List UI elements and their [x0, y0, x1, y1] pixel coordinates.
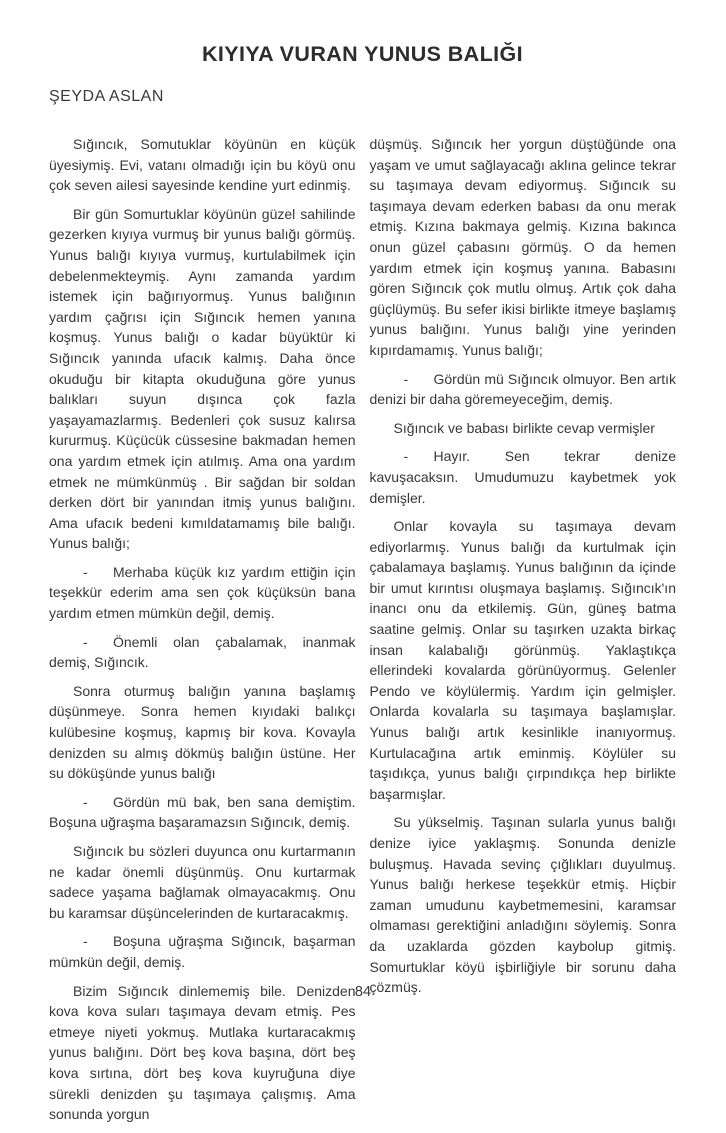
dialogue-dash: -: [83, 633, 88, 650]
right-column: [370, 134, 677, 1133]
story-paragraph: Bizim Sığıncık dinlememiş bile. Denizden kova kova suları taşımaya devam etmiş. Pes etmeye niyeti yokmuş. Mutlaka kurtaracakmış yunus balığını. Dört beş kova başına, dört beş kova sırtına, dört beş kova kuyruğuna diye sürekli denizden şu taşımaya çalışmış. Ama sonunda yorgun: [49, 982, 356, 1123]
story-paragraph: Sığıncık bu sözleri duyunca onu kurtarmanın ne kadar önemli düşünmüş. Onu kurtarmak sadece yaşama bağlamak olmayacakmış. Onu bu karamsar düşüncelerinden de kurtaracakmış.: [49, 843, 356, 921]
story-paragraph: Sığıncık, Somutuklar köyünün en küçük üyesiymiş. Evi, vatanı olmadığı için bu köyü onu çok seven ailesi sayesinde kendine yurt edinmiş.: [49, 136, 356, 194]
left-column: [49, 134, 356, 1133]
page-title: KIYIYA VURAN YUNUS BALIĞI: [201, 42, 523, 66]
dialogue-dash: -: [403, 448, 409, 465]
story-paragraph: düşmüş. Sığıncık her yorgun düştüğünde ona yaşam ve umut sağlayacağı aklına gelince tekrar su taşımaya devam ediyormuş. Sığıncık su taşımaya devam ederken babası da onu merak etmiş. Kızına bakmaya gelmiş. Kızına bakınca onun güzel çabasını görmüş. O da hemen yardım etmek için koşmuş yanına. Babasını gören Sığıncık çok mutlu olmuş. Artık çok daha güçlüymüş. Bu sefer ikisi birlikte itmeye başlamış yunus balığını. Yunus balığı yine yerinden kıpırdamamış. Yunus balığı;: [369, 136, 676, 358]
page-number: 84: [354, 984, 372, 1000]
story-paragraph: Bir gün Somurtuklar köyünün güzel sahilinde gezerken kıyıya vurmuş bir yunus balığı görmüş. Yunus balığı kıyıya vurmuş, kurtulabilmek için debelenmekteymiş. Aynı zamanda yardım istemek için bağırıyormuş. Yunus balığının yardım çağrısı için Sığıncık hemen yanına koşmuş. Yunus balığı o kadar büyüktür ki Sığıncık yanında ufacık kalmış. Daha önce okuduğu bir kitapta okuduğuna göre yunus balıkları suyun dışınca çok fazla yaşayamazlarmış. Bedenleri çok susuz kalırsa kururmuş. Küçücük cüssesine bakmadan hemen ona yardım etmek için atılmış. Ama ona yardım etmek ne mümkünmüş . Bir sağdan bir soldan derken dört bir yanından itmiş yunus balığını. Ama ufacık bedeni kımıldatamamış bile balığı. Yunus balığı;: [49, 205, 356, 552]
story-paragraph: Onlar kovayla su taşımaya devam ediyorlarmış. Yunus balığı da kurtulmak için çabalamaya başlamış. Yunus balığının da içinde bir umut kırıntısı oluşmaya başlamış. Sığıncık'ın inancı onu da etkilemiş. Gün, güneş batma saatine gelmiş. Onlar su taşırken uzakta birkaç insan kalabalığı görünmüş. Yaklaştıkça ellerindeki kovalarda görünüyormuş. Gelenler Pendo ve köylülermiş. Yardım için gelmişler. Onlarda kovalarla su taşımaya başlamışlar. Yunus balığı artık kesinlikle inanıyormuş. Kurtulacağına artık eminmiş. Köylüler su taşıdıkça, yunus balığı çırpındıkça hep birlikte başarmışlar.: [369, 518, 676, 802]
dialogue-paragraph: - Merhaba küçük kız yardım ettiğin için teşekkür ederim ama sen çok küçüksün bana yardım etmen mümkün değil, demiş.: [49, 563, 356, 622]
dialogue-paragraph: - Gördün mü bak, ben sana demiştim. Boşuna uğraşma başaramazsın Sığıncık, demiş.: [49, 793, 356, 831]
dialogue-dash: -: [83, 793, 88, 810]
story-paragraph: Sonra oturmuş balığın yanına başlamış düşünmeye. Sonra hemen kıyıdaki balıkçı kulübesine koşmuş, kapmış bir kova. Kovayla denizden su almış dökmüş balığın üstüne. Her su döküşünde yunus balığı: [49, 682, 356, 782]
dialogue-paragraph: - Boşuna uğraşma Sığıncık, başarman mümkün değil, demiş.: [49, 933, 356, 970]
story-paragraph: Sığıncık ve babası birlikte cevap vermişler: [393, 419, 655, 436]
dialogue-dash: -: [403, 370, 409, 387]
dialogue-paragraph: - Önemli olan çabalamak, inanmak demiş, Sığıncık.: [49, 633, 356, 671]
story-paragraph: Su yükselmiş. Taşınan sularla yunus balığı denize iyice yaklaşmış. Sonunda denizle buluşmuş. Havada sevinç çığlıkları duyulmuş. Yunus balığı herkese teşekkür etmiş. Hiçbir zaman umudunu kaybetmemesini, karamsar olmaması gerektiğini anladığını söylemiş. Sonra da uzaklarda gözden kaybolup gitmiş. Somurtuklar köyü işbirliğiyle bir sorunu daha çözmüş.: [369, 814, 676, 996]
story-body: [49, 134, 676, 1133]
dialogue-dash: -: [83, 563, 88, 580]
dialogue-dash: -: [83, 933, 88, 950]
dialogue-paragraph: - Hayır. Sen tekrar denize kavuşacaksın. Umudumuzu kaybetmek yok demişler.: [369, 448, 676, 506]
author-name: ŞEYDA ASLAN: [49, 88, 164, 105]
dialogue-paragraph: - Gördün mü Sığıncık olmuyor. Ben artık denizi bir daha göremeyeceğim, demiş.: [369, 370, 676, 408]
